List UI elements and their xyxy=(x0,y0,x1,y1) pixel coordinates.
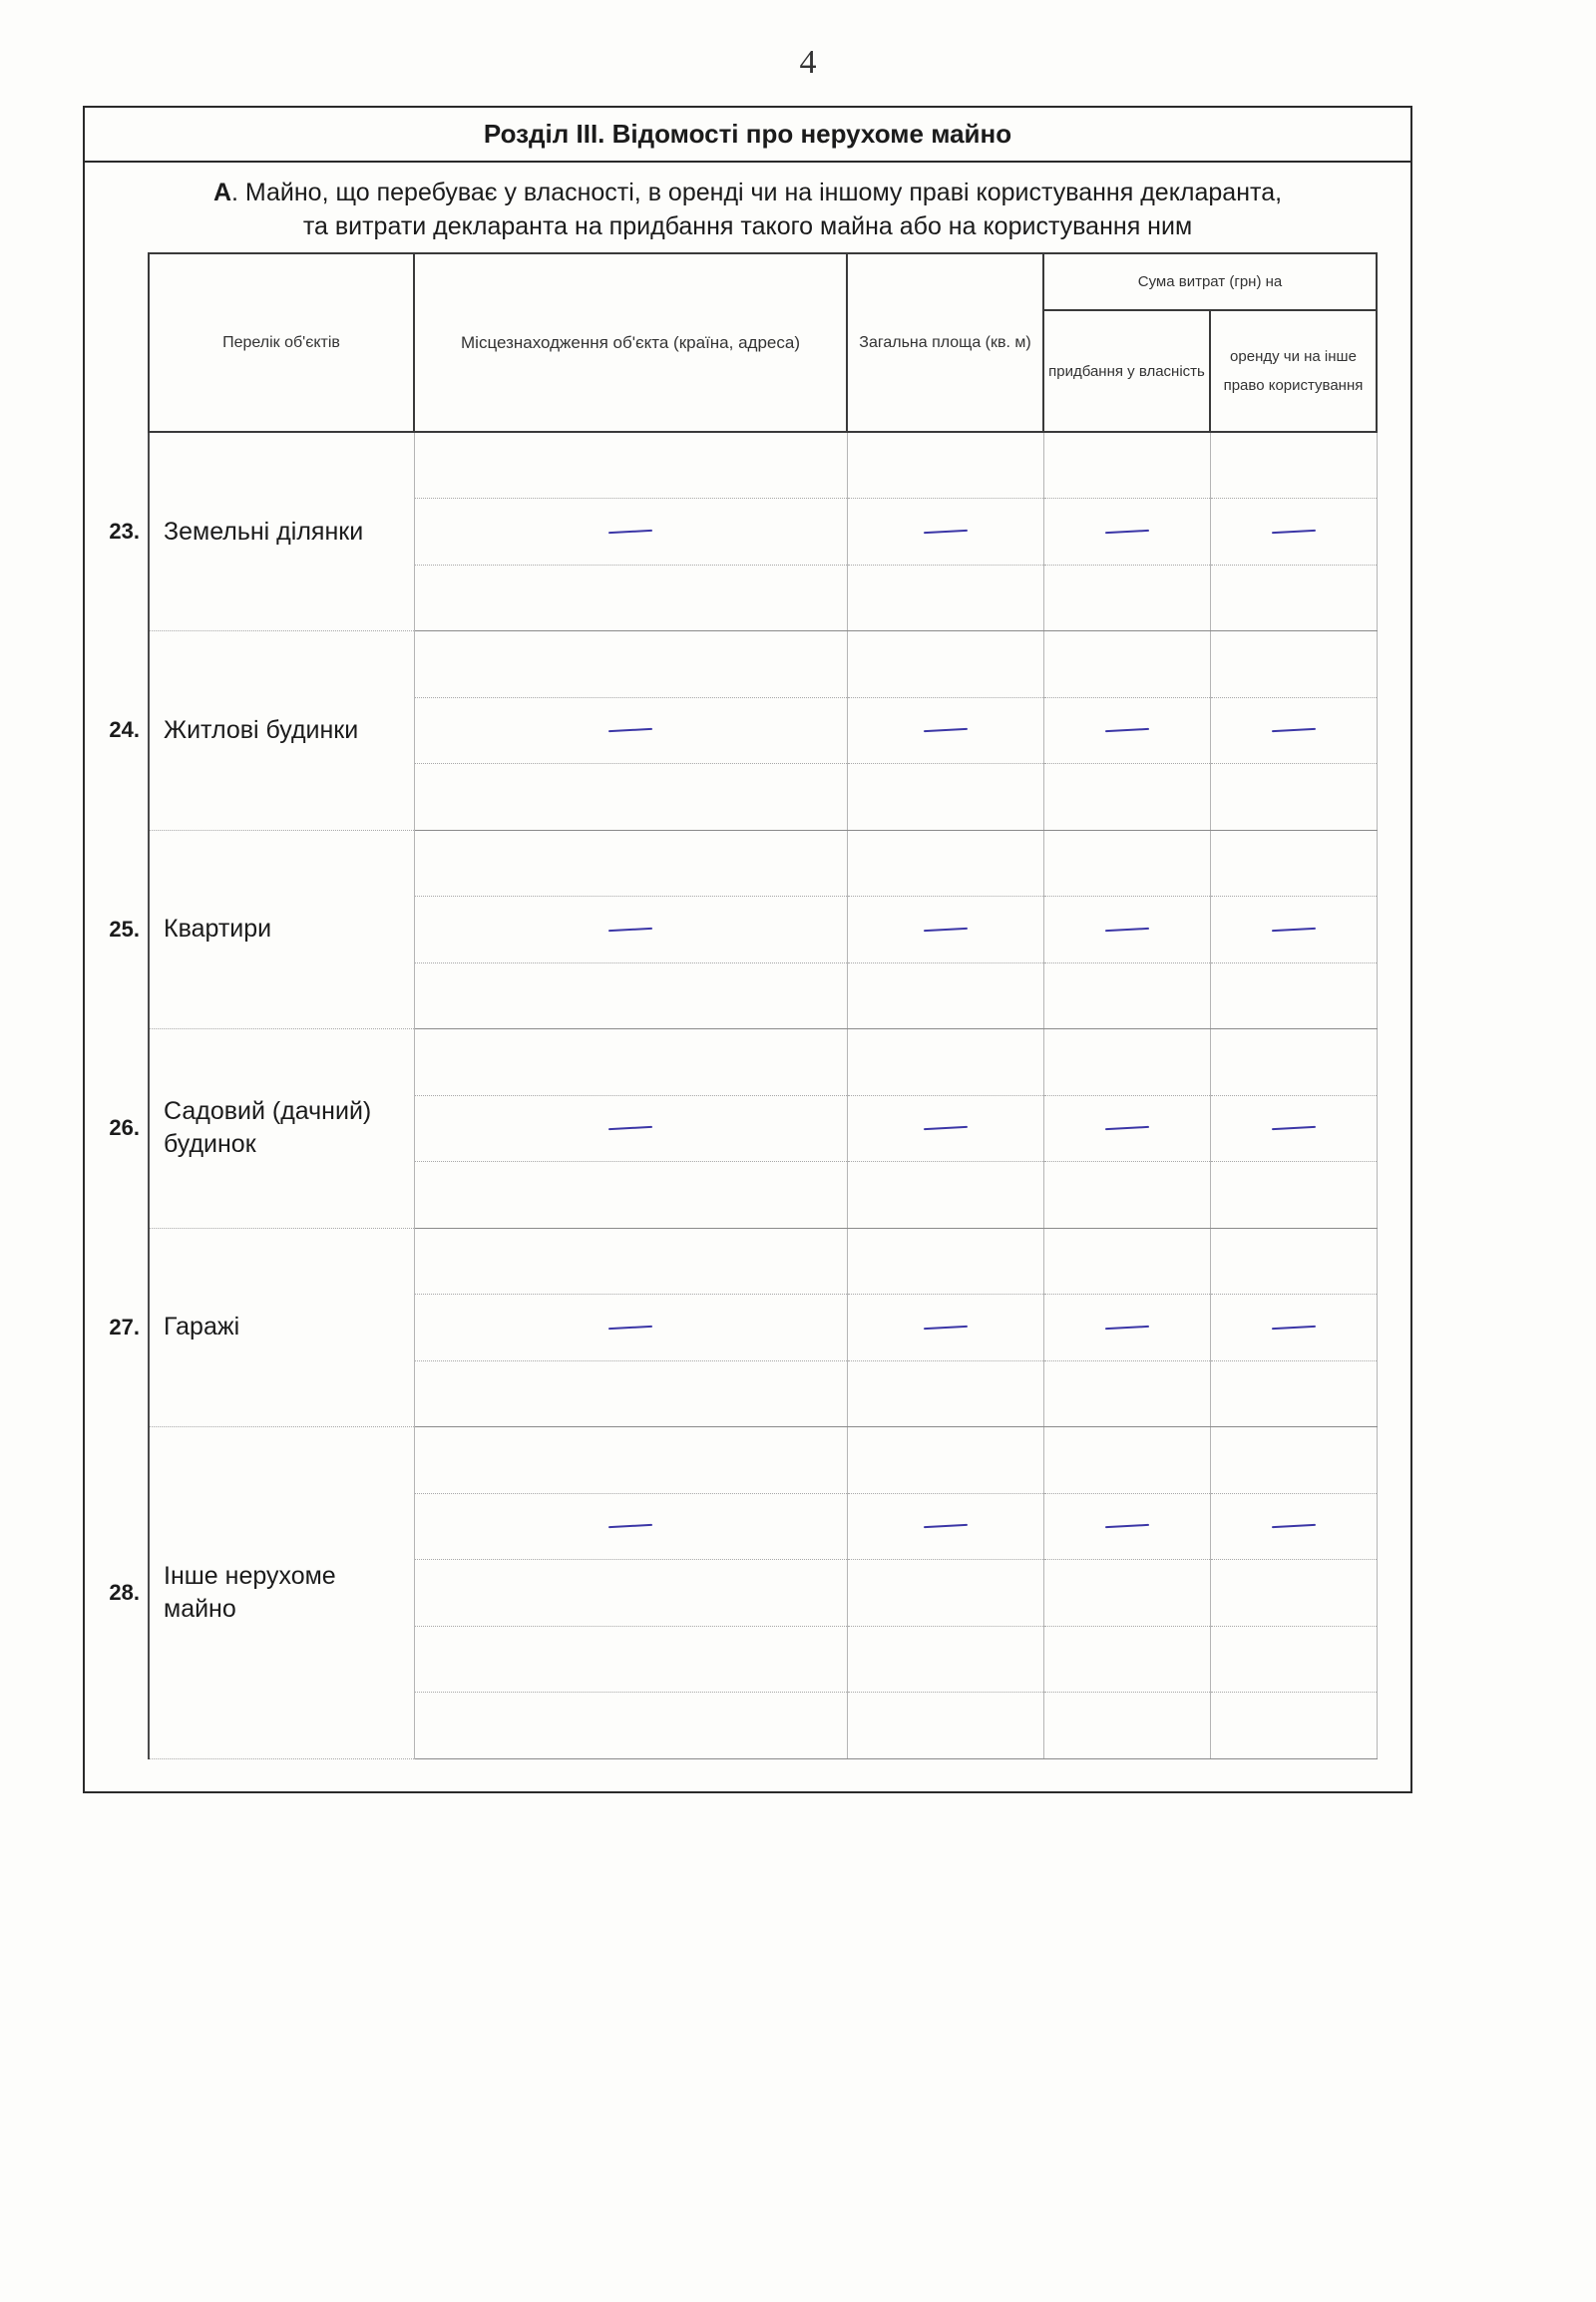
row-number: 23. xyxy=(109,519,140,544)
cell-location[interactable] xyxy=(414,897,847,963)
handwritten-dash-mark xyxy=(1271,928,1315,932)
cell-location[interactable] xyxy=(414,1029,847,1096)
cell-purchase[interactable] xyxy=(1043,1427,1210,1494)
handwritten-dash-mark xyxy=(1104,1524,1148,1528)
row-name-cell xyxy=(109,1427,414,1759)
handwritten-dash-mark xyxy=(923,1524,967,1528)
cell-area[interactable] xyxy=(847,1626,1043,1693)
row-number: 26. xyxy=(109,1115,140,1141)
row-number: 25. xyxy=(109,916,140,942)
cell-location[interactable] xyxy=(414,1560,847,1627)
cell-location[interactable] xyxy=(414,1295,847,1361)
row-label: Садовий (дачний) будинок xyxy=(164,1097,372,1159)
cell-rent[interactable] xyxy=(1210,897,1377,963)
subsection-text-1: . Майно, що перебуває у власності, в оренді чи на іншому праві користування декларанта, xyxy=(231,179,1283,206)
col-header-sum: Сума витрат (грн) на xyxy=(1043,253,1377,310)
cell-purchase[interactable] xyxy=(1043,499,1210,566)
handwritten-dash-mark xyxy=(1271,1524,1315,1528)
cell-location[interactable] xyxy=(414,764,847,831)
cell-purchase[interactable] xyxy=(1043,1626,1210,1693)
handwritten-dash-mark xyxy=(608,1126,652,1130)
cell-purchase[interactable] xyxy=(1043,830,1210,897)
cell-area[interactable] xyxy=(847,1228,1043,1295)
row-name-cell xyxy=(109,830,414,1029)
table-row xyxy=(149,1228,1377,1295)
row-name-cell xyxy=(109,432,414,631)
cell-location[interactable] xyxy=(414,1493,847,1560)
declaration-section-frame xyxy=(83,106,1412,1793)
col-header-objects: Перелік об'єктів xyxy=(149,253,414,432)
handwritten-dash-mark xyxy=(608,728,652,732)
cell-rent[interactable] xyxy=(1210,1693,1377,1759)
row-label: Гаражі xyxy=(164,1313,240,1342)
cell-rent[interactable] xyxy=(1210,1427,1377,1494)
cell-purchase[interactable] xyxy=(1043,631,1210,698)
cell-rent[interactable] xyxy=(1210,1493,1377,1560)
table-row xyxy=(149,1427,1377,1494)
cell-area[interactable] xyxy=(847,1295,1043,1361)
row-name-cell xyxy=(109,631,414,831)
cell-purchase[interactable] xyxy=(1043,764,1210,831)
cell-location[interactable] xyxy=(414,1360,847,1427)
row-label: Квартири xyxy=(164,915,272,944)
subsection-heading xyxy=(85,176,1410,243)
cell-location[interactable] xyxy=(414,1095,847,1162)
property-table xyxy=(109,252,1378,1759)
table-row xyxy=(149,432,1377,499)
cell-area[interactable] xyxy=(847,764,1043,831)
handwritten-dash-mark xyxy=(608,530,652,534)
table-row xyxy=(149,830,1377,897)
cell-purchase[interactable] xyxy=(1043,1162,1210,1229)
col-header-area: Загальна площа (кв. м) xyxy=(847,253,1043,432)
cell-rent[interactable] xyxy=(1210,432,1377,499)
handwritten-dash-mark xyxy=(923,1126,967,1130)
cell-area[interactable] xyxy=(847,1162,1043,1229)
cell-rent[interactable] xyxy=(1210,764,1377,831)
row-number: 27. xyxy=(109,1314,140,1340)
handwritten-dash-mark xyxy=(1271,1326,1315,1330)
cell-rent[interactable] xyxy=(1210,1360,1377,1427)
cell-area[interactable] xyxy=(847,1029,1043,1096)
handwritten-dash-mark xyxy=(1104,1126,1148,1130)
cell-rent[interactable] xyxy=(1210,1295,1377,1361)
cell-area[interactable] xyxy=(847,631,1043,698)
row-number: 24. xyxy=(109,717,140,743)
row-label: Житлові будинки xyxy=(164,715,359,744)
cell-location[interactable] xyxy=(414,1626,847,1693)
cell-area[interactable] xyxy=(847,1360,1043,1427)
cell-rent[interactable] xyxy=(1210,565,1377,631)
handwritten-dash-mark xyxy=(923,728,967,732)
cell-rent[interactable] xyxy=(1210,697,1377,764)
cell-purchase[interactable] xyxy=(1043,1360,1210,1427)
handwritten-dash-mark xyxy=(923,1326,967,1330)
cell-purchase[interactable] xyxy=(1043,1693,1210,1759)
cell-area[interactable] xyxy=(847,1493,1043,1560)
cell-location[interactable] xyxy=(414,830,847,897)
cell-purchase[interactable] xyxy=(1043,1095,1210,1162)
cell-area[interactable] xyxy=(847,962,1043,1029)
cell-purchase[interactable] xyxy=(1043,1295,1210,1361)
handwritten-dash-mark xyxy=(608,1524,652,1528)
handwritten-dash-mark xyxy=(1104,530,1148,534)
cell-purchase[interactable] xyxy=(1043,1560,1210,1627)
handwritten-dash-mark xyxy=(608,928,652,932)
cell-area[interactable] xyxy=(847,1693,1043,1759)
cell-purchase[interactable] xyxy=(1043,1029,1210,1096)
cell-location[interactable] xyxy=(414,1162,847,1229)
page-number: 4 xyxy=(799,44,817,81)
section-title: Розділ ІІІ. Відомості про нерухоме майно xyxy=(85,108,1410,163)
handwritten-dash-mark xyxy=(1271,530,1315,534)
handwritten-dash-mark xyxy=(923,928,967,932)
row-name-cell xyxy=(109,1029,414,1229)
row-label: Земельні ділянки xyxy=(164,517,364,546)
cell-area[interactable] xyxy=(847,565,1043,631)
cell-area[interactable] xyxy=(847,1427,1043,1494)
handwritten-dash-mark xyxy=(1104,928,1148,932)
cell-purchase[interactable] xyxy=(1043,697,1210,764)
cell-location[interactable] xyxy=(414,432,847,499)
cell-location[interactable] xyxy=(414,1228,847,1295)
subsection-line-2: та витрати декларанта на придбання такого майна або на користування ним xyxy=(302,212,1193,240)
cell-area[interactable] xyxy=(847,499,1043,566)
cell-purchase[interactable] xyxy=(1043,432,1210,499)
row-name-cell xyxy=(109,1228,414,1427)
col-header-rent: оренду чи на інше право користування xyxy=(1210,310,1377,432)
handwritten-dash-mark xyxy=(1104,1326,1148,1330)
handwritten-dash-mark xyxy=(608,1326,652,1330)
cell-rent[interactable] xyxy=(1210,830,1377,897)
cell-area[interactable] xyxy=(847,1095,1043,1162)
row-number: 28. xyxy=(109,1579,140,1605)
cell-purchase[interactable] xyxy=(1043,1228,1210,1295)
cell-purchase[interactable] xyxy=(1043,1493,1210,1560)
table-row xyxy=(149,1029,1377,1096)
cell-area[interactable] xyxy=(847,897,1043,963)
col-header-location: Місцезнаходження об'єкта (країна, адреса) xyxy=(414,253,847,432)
handwritten-dash-mark xyxy=(1271,1126,1315,1130)
cell-area[interactable] xyxy=(847,1560,1043,1627)
property-rows xyxy=(109,432,1377,1758)
cell-area[interactable] xyxy=(847,697,1043,764)
handwritten-dash-mark xyxy=(1104,728,1148,732)
col-header-purchase: придбання у власність xyxy=(1043,310,1210,432)
row-label: Інше нерухоме майно xyxy=(164,1561,336,1623)
cell-location[interactable] xyxy=(414,697,847,764)
cell-rent[interactable] xyxy=(1210,962,1377,1029)
cell-area[interactable] xyxy=(847,830,1043,897)
cell-location[interactable] xyxy=(414,1693,847,1759)
handwritten-dash-mark xyxy=(1271,728,1315,732)
cell-location[interactable] xyxy=(414,631,847,698)
cell-rent[interactable] xyxy=(1210,499,1377,566)
subsection-line-1 xyxy=(85,176,1410,209)
subsection-letter: А xyxy=(212,179,231,206)
cell-rent[interactable] xyxy=(1210,1626,1377,1693)
cell-purchase[interactable] xyxy=(1043,565,1210,631)
cell-location[interactable] xyxy=(414,565,847,631)
handwritten-dash-mark xyxy=(923,530,967,534)
cell-purchase[interactable] xyxy=(1043,897,1210,963)
cell-rent[interactable] xyxy=(1210,1162,1377,1229)
cell-location[interactable] xyxy=(414,1427,847,1494)
table-row xyxy=(149,631,1377,698)
cell-rent[interactable] xyxy=(1210,1560,1377,1627)
cell-rent[interactable] xyxy=(1210,1029,1377,1096)
cell-area[interactable] xyxy=(847,432,1043,499)
cell-rent[interactable] xyxy=(1210,1095,1377,1162)
cell-location[interactable] xyxy=(414,962,847,1029)
cell-rent[interactable] xyxy=(1210,631,1377,698)
cell-purchase[interactable] xyxy=(1043,962,1210,1029)
cell-rent[interactable] xyxy=(1210,1228,1377,1295)
cell-location[interactable] xyxy=(414,499,847,566)
